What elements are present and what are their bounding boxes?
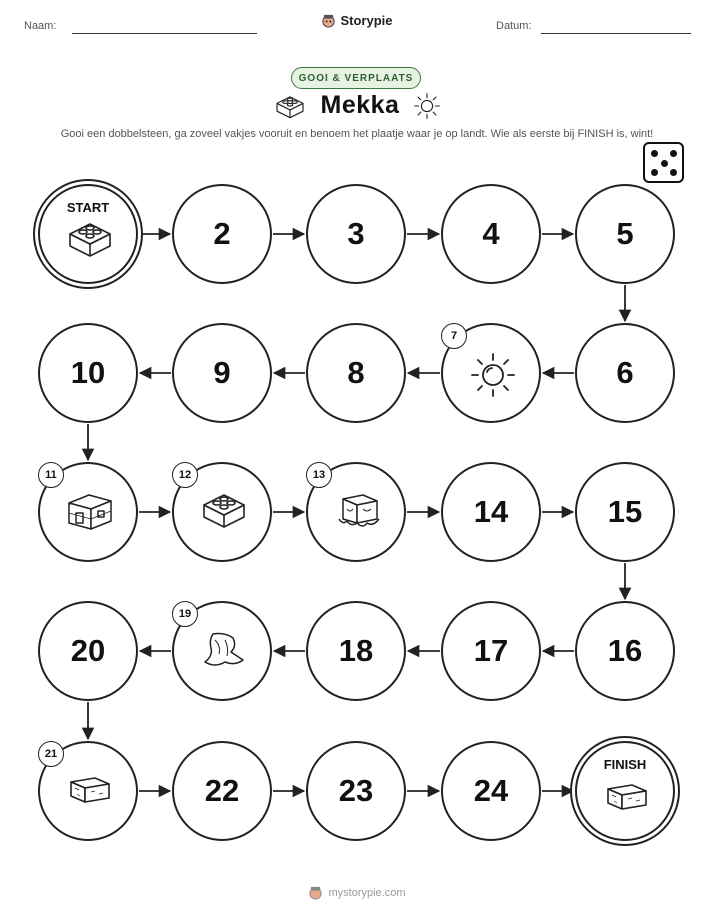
space-number: 18 [338,633,374,668]
stone-house-icon [65,489,115,539]
space-number: 9 [213,355,231,390]
board-space-23 [306,741,406,841]
space-number: 6 [616,355,634,390]
board-space-12 [172,462,272,562]
cloth-icon [199,628,249,678]
board-space-6 [575,323,675,423]
space-number-badge: 21 [38,741,64,767]
space-number: 24 [473,773,509,808]
board-space-2 [172,184,272,284]
space-number: 16 [607,633,643,668]
board-space-20 [38,601,138,701]
board-space-18 [306,601,406,701]
board-space-15 [575,462,675,562]
board-space-13 [306,462,406,562]
space-number: 15 [607,494,643,529]
board-space-14 [441,462,541,562]
space-caption: FINISH [603,757,647,772]
board-space-19 [172,601,272,701]
board-space-10 [38,323,138,423]
space-number-badge: 12 [172,462,198,488]
space-number-badge: 13 [306,462,332,488]
space-number-badge: 11 [38,462,64,488]
board-space-11 [38,462,138,562]
space-number: 8 [347,355,365,390]
board-space-24 [441,741,541,841]
footer-url: mystorypie.com [328,886,406,899]
space-number-badge: 7 [441,323,467,349]
instructions: Gooi een dobbelsteen, ga zoveel vakjes vooruit en benoem het plaatje waar je op landt. Wie als eerste bij FINISH is, wint! [60,128,654,140]
draped-cube-icon [333,489,383,539]
page-title: Mekka [320,91,400,119]
space-number: 23 [338,773,374,808]
space-number: 22 [204,773,240,808]
stone-block-icon [65,768,115,818]
sun-icon [468,350,518,400]
space-caption: START [66,200,110,215]
space-number: 20 [70,633,106,668]
finish-space [575,741,675,841]
activity-badge: GOOI & VERPLAATS [291,67,421,89]
space-number: 4 [482,216,500,251]
stone-block-icon [602,775,652,825]
board-space-3 [306,184,406,284]
board-space-21 [38,741,138,841]
board-space-22 [172,741,272,841]
space-number: 14 [473,494,509,529]
board-space-7 [441,323,541,423]
board-space-9 [172,323,272,423]
space-number: 3 [347,216,365,251]
space-number: 5 [616,216,634,251]
date-label: Datum: [496,20,532,32]
board-space-4 [441,184,541,284]
space-number: 10 [70,355,106,390]
space-number-badge: 19 [172,601,198,627]
name-label: Naam: [24,20,57,32]
brand-name: Storypie [340,13,393,28]
start-space [38,184,138,284]
board-space-16 [575,601,675,701]
storypie-logo-icon [308,885,323,900]
lego-brick-icon [199,489,249,539]
space-number: 17 [473,633,509,668]
board-space-17 [441,601,541,701]
space-number: 2 [213,216,231,251]
lego-brick-icon [65,218,115,268]
board-space-8 [306,323,406,423]
footer [0,885,714,900]
board-space-5 [575,184,675,284]
